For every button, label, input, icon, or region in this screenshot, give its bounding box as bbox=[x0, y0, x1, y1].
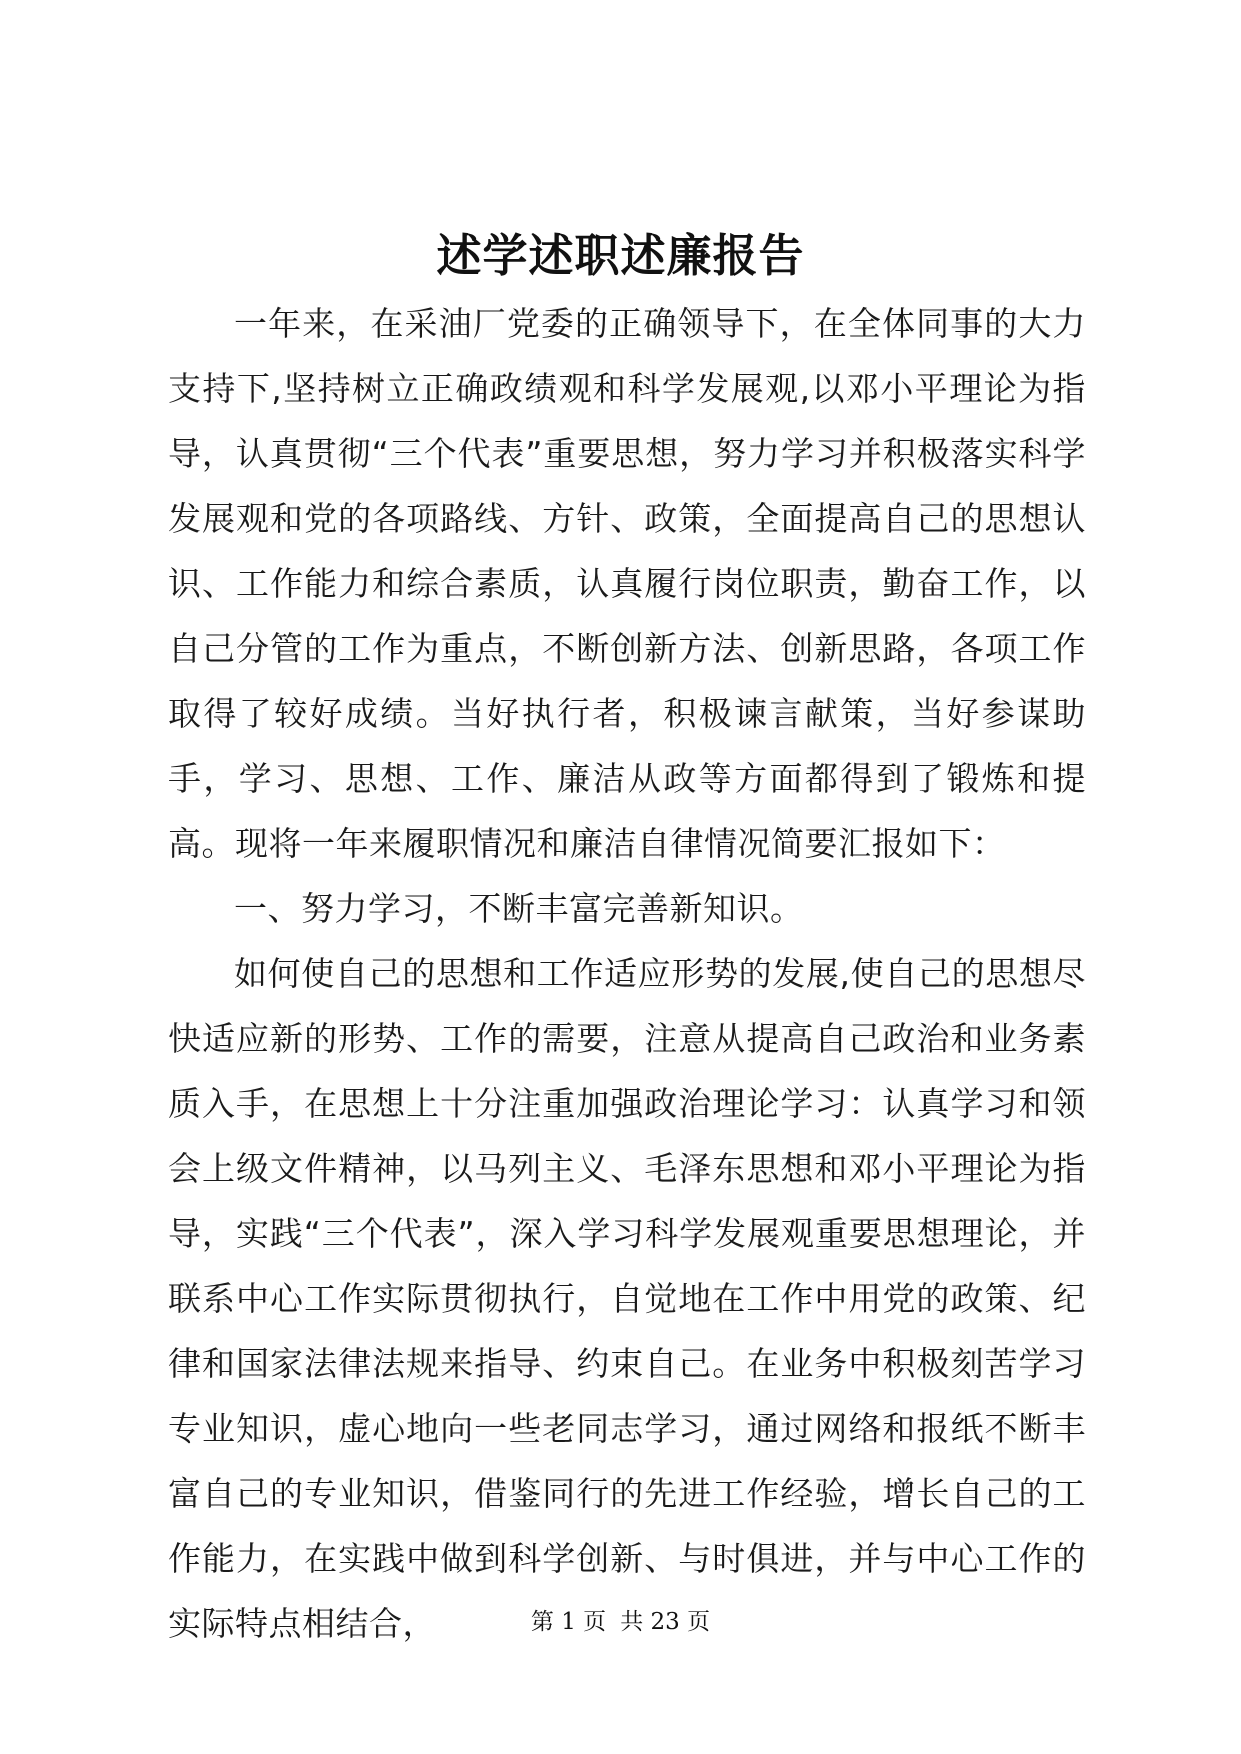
page-number: 第 1 页 bbox=[530, 1609, 607, 1635]
page-total: 共 23 页 bbox=[620, 1609, 711, 1635]
paragraph-intro: 一年来，在采油厂党委的正确领导下，在全体同事的大力支持下,坚持树立正确政绩观和科学发展观,以邓小平理论为指导，认真贯彻“三个代表”重要思想，努力学习并积极落实科学发展观和党的各项路线、方针、政策，全面提高自己的思想认识、工作能力和综合素质，认真履行岗位职责，勤奋工作，以自己分管的工作为重点，不断创新方法、创新思路，各项工作取得了较好成绩。当好执行者，积极谏言献策，当好参谋助手，学习、思想、工作、廉洁从政等方面都得到了锻炼和提高。现将一年来履职情况和廉洁自律情况简要汇报如下： bbox=[168, 304, 1086, 863]
paragraph-study: 如何使自己的思想和工作适应形势的发展,使自己的思想尽快适应新的形势、工作的需要，注意从提高自己政治和业务素质入手，在思想上十分注重加强政治理论学习：认真学习和领会上级文件精神，以马列主义、毛泽东思想和邓小平理论为指导，实践“三个代表”，深入学习科学发展观重要思想理论，并联系中心工作实际贯彻执行，自觉地在工作中用党的政策、纪律和国家法律法规来指导、约束自己。在业务中积极刻苦学习专业知识，虚心地向一些老同志学习，通过网络和报纸不断丰富自己的专业知识，借鉴同行的先进工作经验，增长自己的工作能力，在实践中做到科学创新、与时俱进，并与中心工作的实际特点相结合， bbox=[168, 954, 1086, 1643]
document-body bbox=[168, 291, 1086, 1656]
page-footer bbox=[0, 1607, 1241, 1637]
document-title: 述学述职述廉报告 bbox=[436, 229, 805, 282]
section-heading-1: 一、努力学习，不断丰富完善新知识。 bbox=[234, 889, 804, 928]
